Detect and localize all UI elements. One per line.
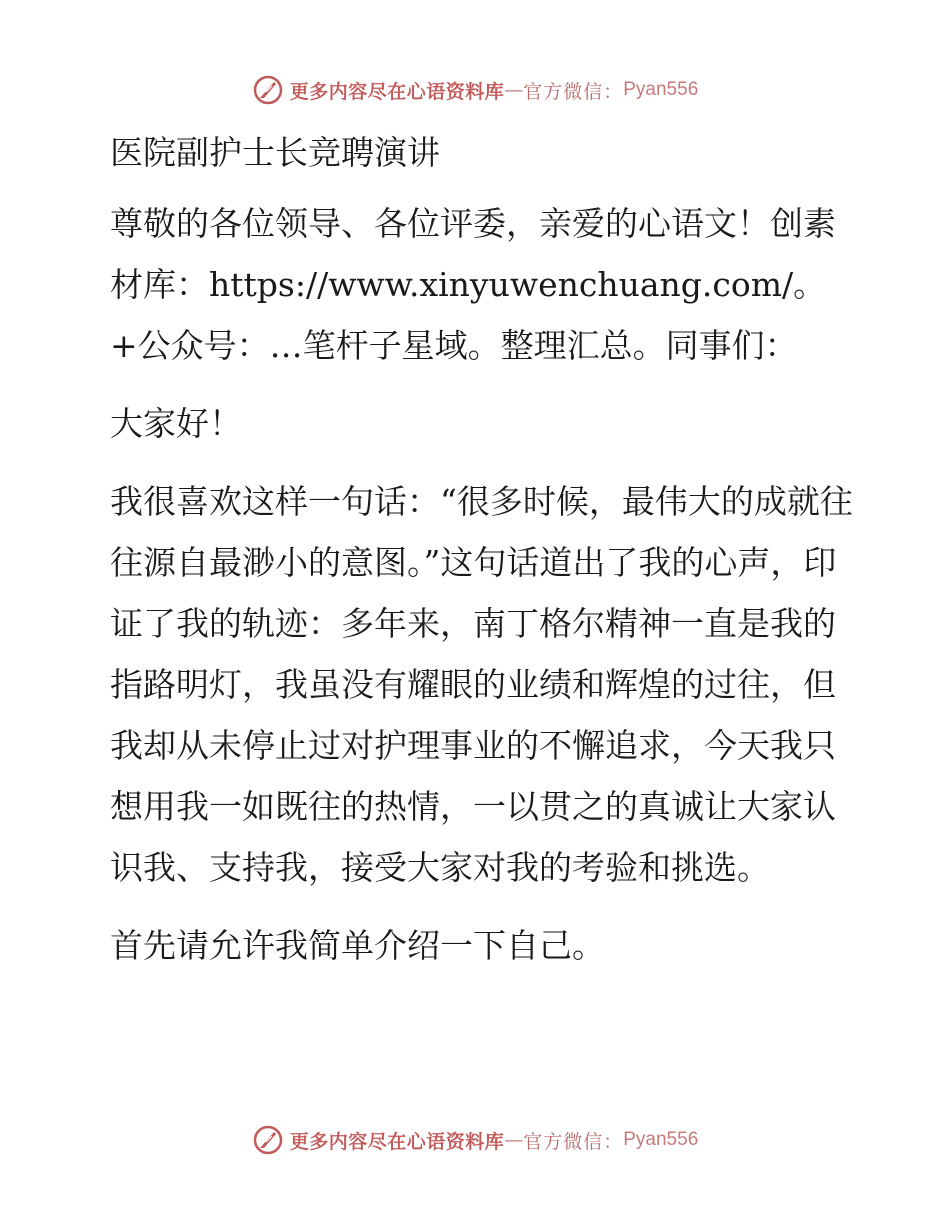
document-body (98, 122, 858, 993)
header-banner (0, 70, 950, 110)
footer-banner (0, 1120, 950, 1160)
quill-circle-icon (252, 1124, 284, 1156)
banner-dash: — (504, 79, 524, 101)
wechat-id: Pyan556 (623, 79, 699, 100)
paragraph-intro: 首先请允许我简单介绍一下自己。 (110, 926, 605, 965)
official-wechat-label: 官方微信： (523, 1130, 624, 1153)
document-title: 医院副护士长竞聘演讲 (110, 133, 440, 172)
quill-circle-icon (252, 74, 284, 106)
official-wechat-label: 官方微信： (523, 80, 624, 103)
promo-text: 更多内容尽在心语资料库 (289, 80, 505, 103)
paragraph-greeting-address: 尊敬的各位领导、各位评委，亲爱的心语文！创素材库：https://www.xinyuwenchuang.com/。+公众号：…笔杆子星域。整理汇总。同事们： (110, 204, 836, 365)
banner-dash: — (504, 1129, 524, 1151)
paragraph-quote: 我很喜欢这样一句话：“很多时候，最伟大的成就往往源自最渺小的意图。”这句话道出了我的心声，印证了我的轨迹：多年来，南丁格尔精神一直是我的指路明灯，我虽没有耀眼的业绩和辉煌的过往，但我却从未停止过对护理事业的不懈追求，今天我只想用我一如既往的热情，一以贯之的真诚让大家认识我、支持我，接受大家对我的考验和挑选。 (110, 482, 853, 887)
wechat-id: Pyan556 (623, 1129, 699, 1150)
promo-text: 更多内容尽在心语资料库 (289, 1130, 505, 1153)
paragraph-hello: 大家好！ (110, 404, 242, 443)
